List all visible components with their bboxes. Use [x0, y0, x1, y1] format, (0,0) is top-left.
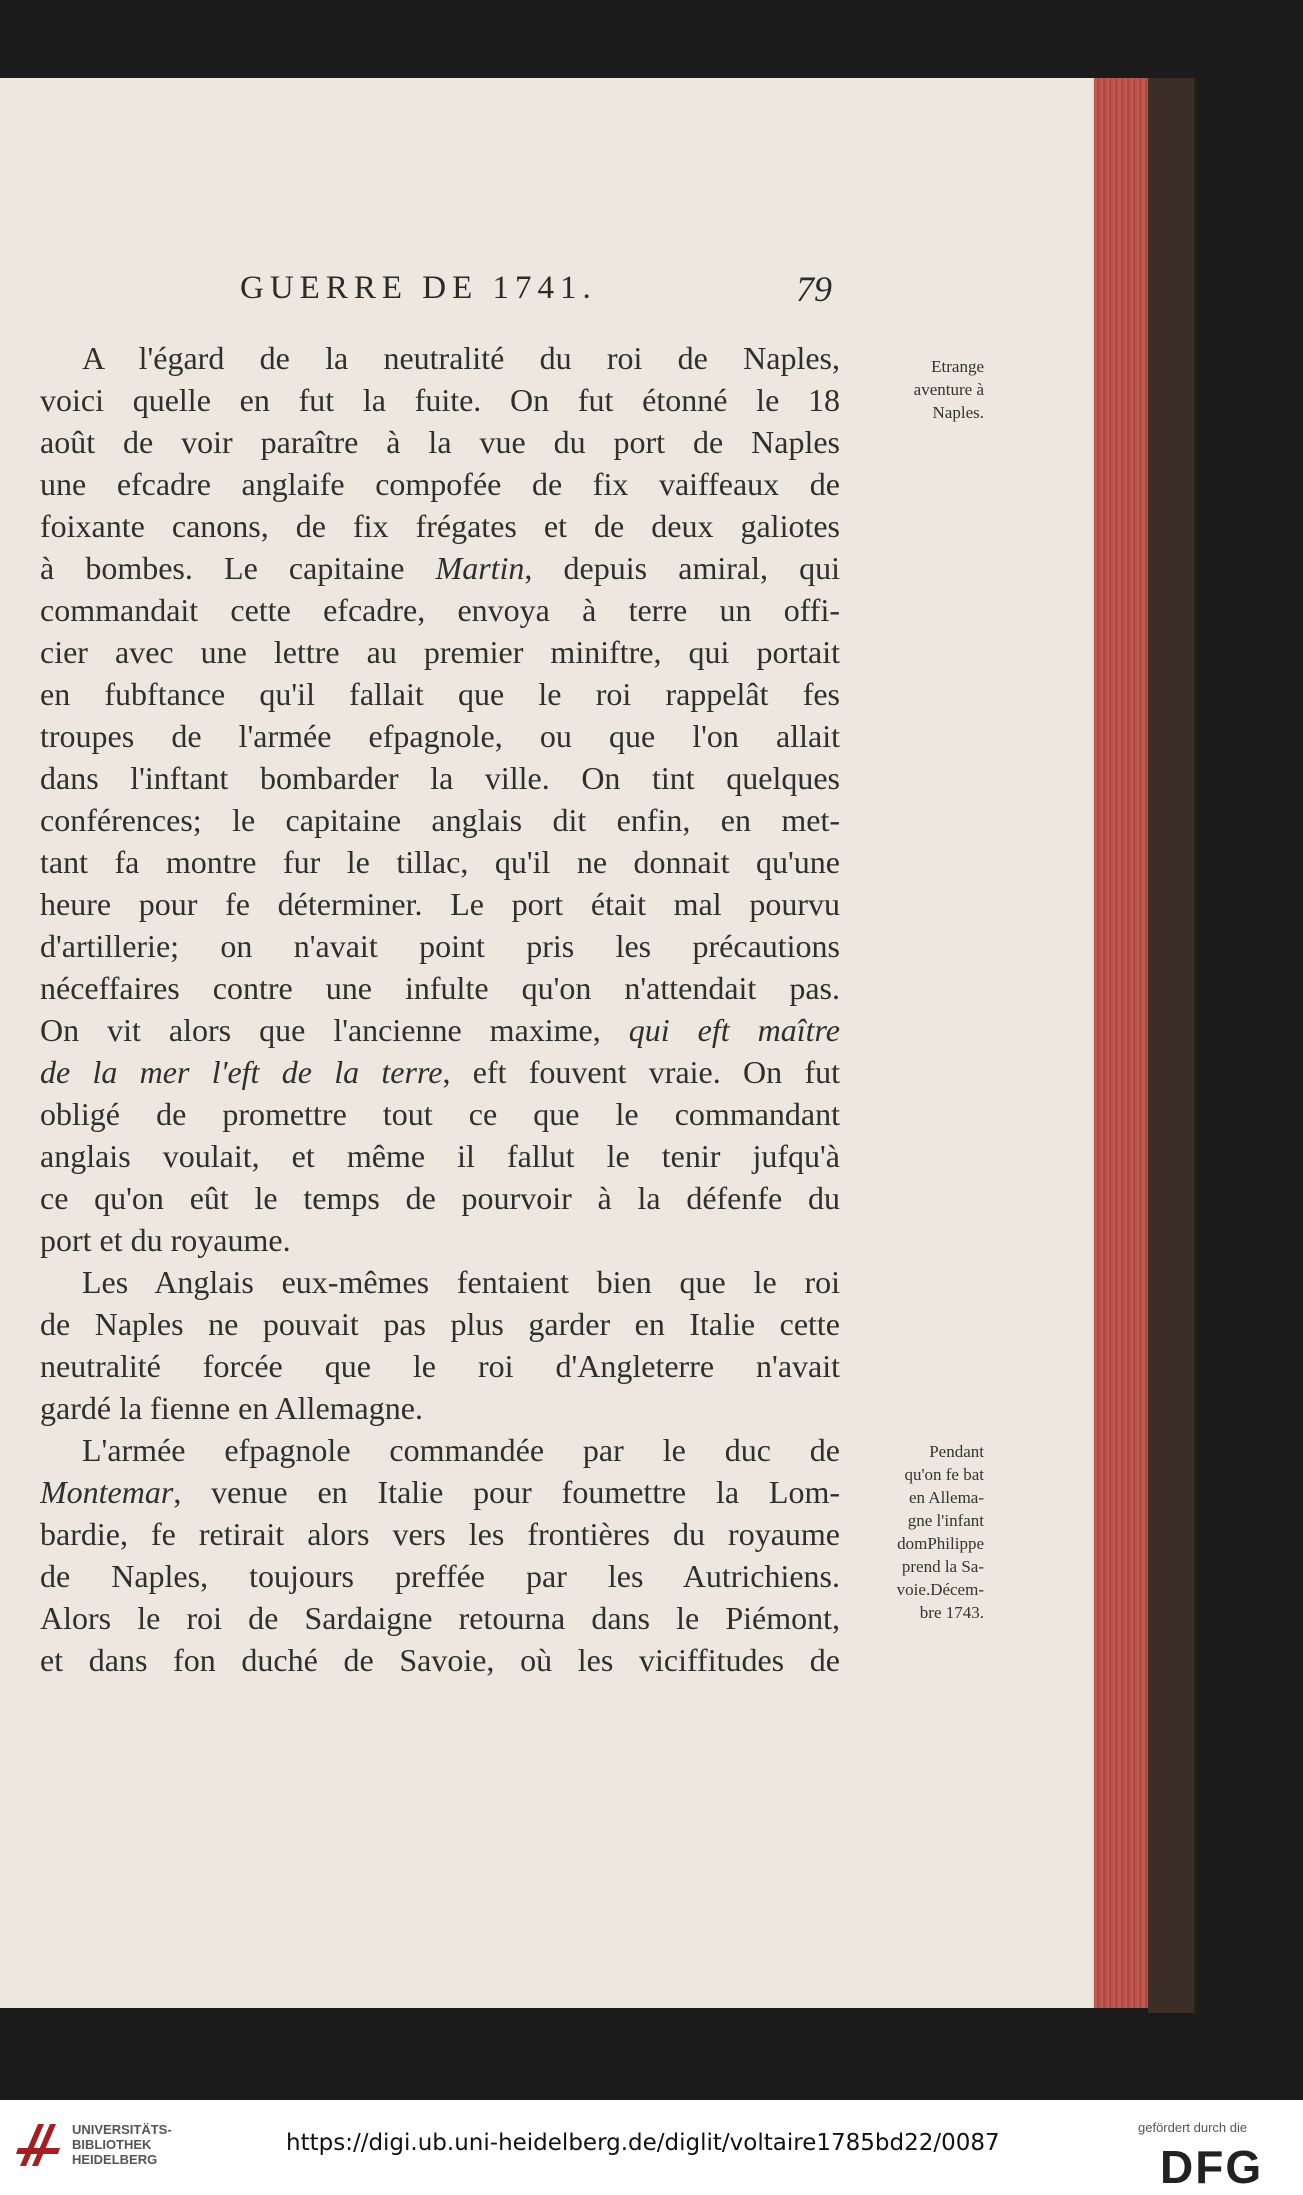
- text-line: L'armée efpagnole commandée par le duc de: [82, 1432, 840, 1468]
- margin-note-line: en Allema-: [908, 1488, 984, 1507]
- text-line: commandait cette efcadre, envoya à terre un offi-: [40, 592, 840, 628]
- text-line: neutralité forcée que le roi d'Angleterre n'avait: [40, 1348, 840, 1384]
- text-line: A l'égard de la neutralité du roi de Naples,: [82, 340, 840, 376]
- text-line: dans l'inftant bombarder la ville. On tint quelques: [40, 760, 840, 796]
- permalink-url[interactable]: https://digi.ub.uni-heidelberg.de/diglit/voltaire1785bd22/0087: [286, 2130, 1000, 2156]
- running-head: GUERRE DE 1741.: [240, 270, 597, 306]
- text-line: à bombes. Le capitaine Martin, depuis amiral, qui: [40, 550, 840, 586]
- margin-note-line: Naples.: [932, 403, 984, 422]
- page-number: 79: [796, 269, 832, 309]
- text-line: obligé de promettre tout ce que le commandant: [40, 1096, 840, 1132]
- institution-line: UNIVERSITÄTS-: [72, 2122, 172, 2137]
- margin-note-line: domPhilippe: [897, 1534, 984, 1553]
- footer-bar: [0, 2100, 1303, 2195]
- text-line: anglais voulait, et même il fallut le tenir jufqu'à: [40, 1138, 840, 1174]
- text-line: ce qu'on eût le temps de pourvoir à la défenfe du: [40, 1180, 840, 1216]
- text-line: Montemar, venue en Italie pour foumettre la Lom-: [40, 1474, 840, 1510]
- text-line: d'artillerie; on n'avait point pris les précautions: [40, 928, 840, 964]
- book-cover: [1148, 78, 1197, 2013]
- text-line: conférences; le capitaine anglais dit enfin, en met-: [40, 802, 840, 838]
- text-line: troupes de l'armée efpagnole, ou que l'on allait: [40, 718, 840, 754]
- text-line: bardie, fe retirait alors vers les frontières du royaume: [40, 1516, 840, 1552]
- margin-note-line: gne l'infant: [907, 1511, 984, 1530]
- university-logo-icon: [14, 2118, 64, 2172]
- page-edge: [1092, 78, 1150, 2008]
- institution-line: BIBLIOTHEK: [72, 2137, 152, 2152]
- margin-note-line: Etrange: [931, 357, 984, 376]
- margin-note: [846, 1440, 984, 1624]
- text-line: cier avec une lettre au premier miniftre, qui portait: [40, 634, 840, 670]
- text-line: de Naples, toujours preffée par les Autrichiens.: [40, 1558, 840, 1594]
- margin-note-line: aventure à: [913, 380, 984, 399]
- institution-line: HEIDELBERG: [72, 2152, 158, 2167]
- margin-note-line: bre 1743.: [919, 1603, 984, 1622]
- text-line: gardé la fienne en Allemagne.: [40, 1390, 423, 1426]
- text-line: août de voir paraître à la vue du port de Naples: [40, 424, 840, 460]
- text-line: de Naples ne pouvait pas plus garder en Italie cette: [40, 1306, 840, 1342]
- text-line: On vit alors que l'ancienne maxime, qui eft maître: [40, 1012, 840, 1048]
- text-line: Alors le roi de Sardaigne retourna dans le Piémont,: [40, 1600, 840, 1636]
- margin-note-line: qu'on fe bat: [904, 1465, 984, 1484]
- text-line: tant fa montre fur le tillac, qu'il ne donnait qu'une: [40, 844, 840, 880]
- funding-label: gefördert durch die: [1138, 2120, 1248, 2135]
- text-line: heure pour fe déterminer. Le port était mal pourvu: [40, 886, 840, 922]
- text-line: néceffaires contre une infulte qu'on n'attendait pas.: [40, 970, 840, 1006]
- institution-name: [72, 2122, 172, 2167]
- margin-note: [846, 355, 984, 424]
- text-line: une efcadre anglaife compofée de fix vaiffeaux de: [40, 466, 840, 502]
- text-line: voici quelle en fut la fuite. On fut étonné le 18: [40, 382, 840, 418]
- body-text: [40, 337, 840, 1681]
- text-line: Les Anglais eux-mêmes fentaient bien que le roi: [82, 1264, 840, 1300]
- text-line: foixante canons, de fix frégates et de deux galiotes: [40, 508, 840, 544]
- text-line: en fubftance qu'il fallait que le roi rappelât fes: [40, 676, 840, 712]
- text-line: et dans fon duché de Savoie, où les viciffitudes de: [40, 1642, 840, 1678]
- margin-note-line: prend la Sa-: [901, 1557, 984, 1576]
- margin-note-line: Pendant: [929, 1442, 984, 1461]
- margin-note-line: voie.Décem-: [896, 1580, 984, 1599]
- text-line: de la mer l'eft de la terre, eft fouvent vraie. On fut: [40, 1054, 840, 1090]
- dfg-logo: DFG: [1160, 2141, 1264, 2193]
- text-line: port et du royaume.: [40, 1222, 291, 1258]
